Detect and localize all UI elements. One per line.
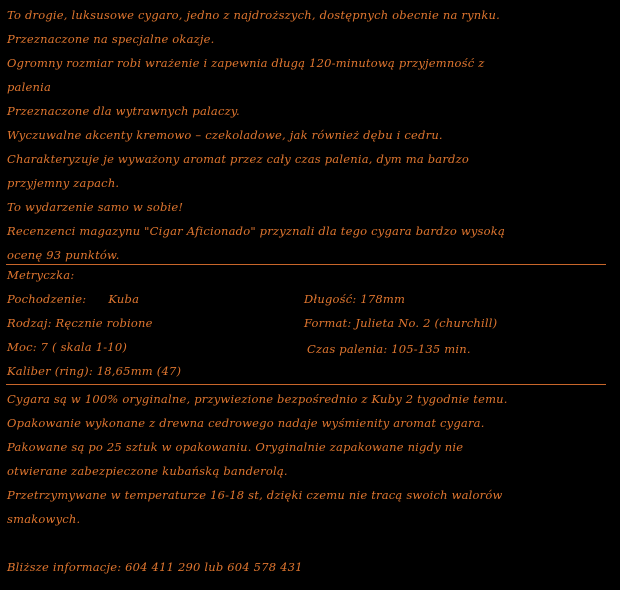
intro-line: przyjemny zapach. <box>7 176 120 190</box>
divider <box>6 384 606 385</box>
details-line: Opakowanie wykonane z drewna cedrowego nadaje wyśmienity aromat cygara. <box>7 416 485 430</box>
specs-heading: Metryczka: <box>7 268 75 282</box>
intro-line: To wydarzenie samo w sobie! <box>7 200 184 214</box>
details-line: Pakowane są po 25 sztuk w opakowaniu. Oryginalnie zapakowane nigdy nie <box>7 440 464 454</box>
spec-origin-label: Pochodzenie: <box>7 292 87 306</box>
spec-strength: Moc: 7 ( skala 1-10) <box>7 340 128 354</box>
intro-line: Charakteryzuje je wyważony aromat przez cały czas palenia, dym ma bardzo <box>7 152 469 166</box>
divider <box>6 264 606 265</box>
details-line: smakowych. <box>7 512 81 526</box>
intro-line: Wyczuwalne akcenty kremowo – czekoladowe, jak również dębu i cedru. <box>7 128 443 142</box>
intro-line: Recenzenci magazynu "Cigar Aficionado" przyznali dla tego cygara bardzo wysoką <box>7 224 506 238</box>
intro-line: Przeznaczone dla wytrawnych palaczy. <box>7 104 240 118</box>
spec-origin <box>7 292 139 306</box>
intro-line: palenia <box>7 80 52 94</box>
spec-smoking-time: Czas palenia: 105-135 min. <box>307 342 471 356</box>
details-line: otwierane zabezpieczone kubańską banderolą. <box>7 464 288 478</box>
spec-ring: Kaliber (ring): 18,65mm (47) <box>7 364 182 378</box>
intro-line: ocenę 93 punktów. <box>7 248 120 262</box>
intro-line: Przeznaczone na specjalne okazje. <box>7 32 215 46</box>
details-line: Przetrzymywane w temperaturze 16-18 st, dzięki czemu nie tracą swoich walorów <box>7 488 503 502</box>
spec-type: Rodzaj: Ręcznie robione <box>7 316 153 330</box>
spec-length: Długość: 178mm <box>304 292 406 306</box>
spec-origin-value: Kuba <box>108 292 140 306</box>
intro-line: Ogromny rozmiar robi wrażenie i zapewnia długą 120-minutową przyjemność z <box>7 56 485 70</box>
intro-line: To drogie, luksusowe cygaro, jedno z najdroższych, dostępnych obecnie na rynku. <box>7 8 500 22</box>
details-line: Cygara są w 100% oryginalne, przywiezione bezpośrednio z Kuby 2 tygodnie temu. <box>7 392 508 406</box>
spec-format: Format: Julieta No. 2 (churchill) <box>304 316 498 330</box>
contact-info: Bliższe informacje: 604 411 290 lub 604 578 431 <box>7 560 303 574</box>
